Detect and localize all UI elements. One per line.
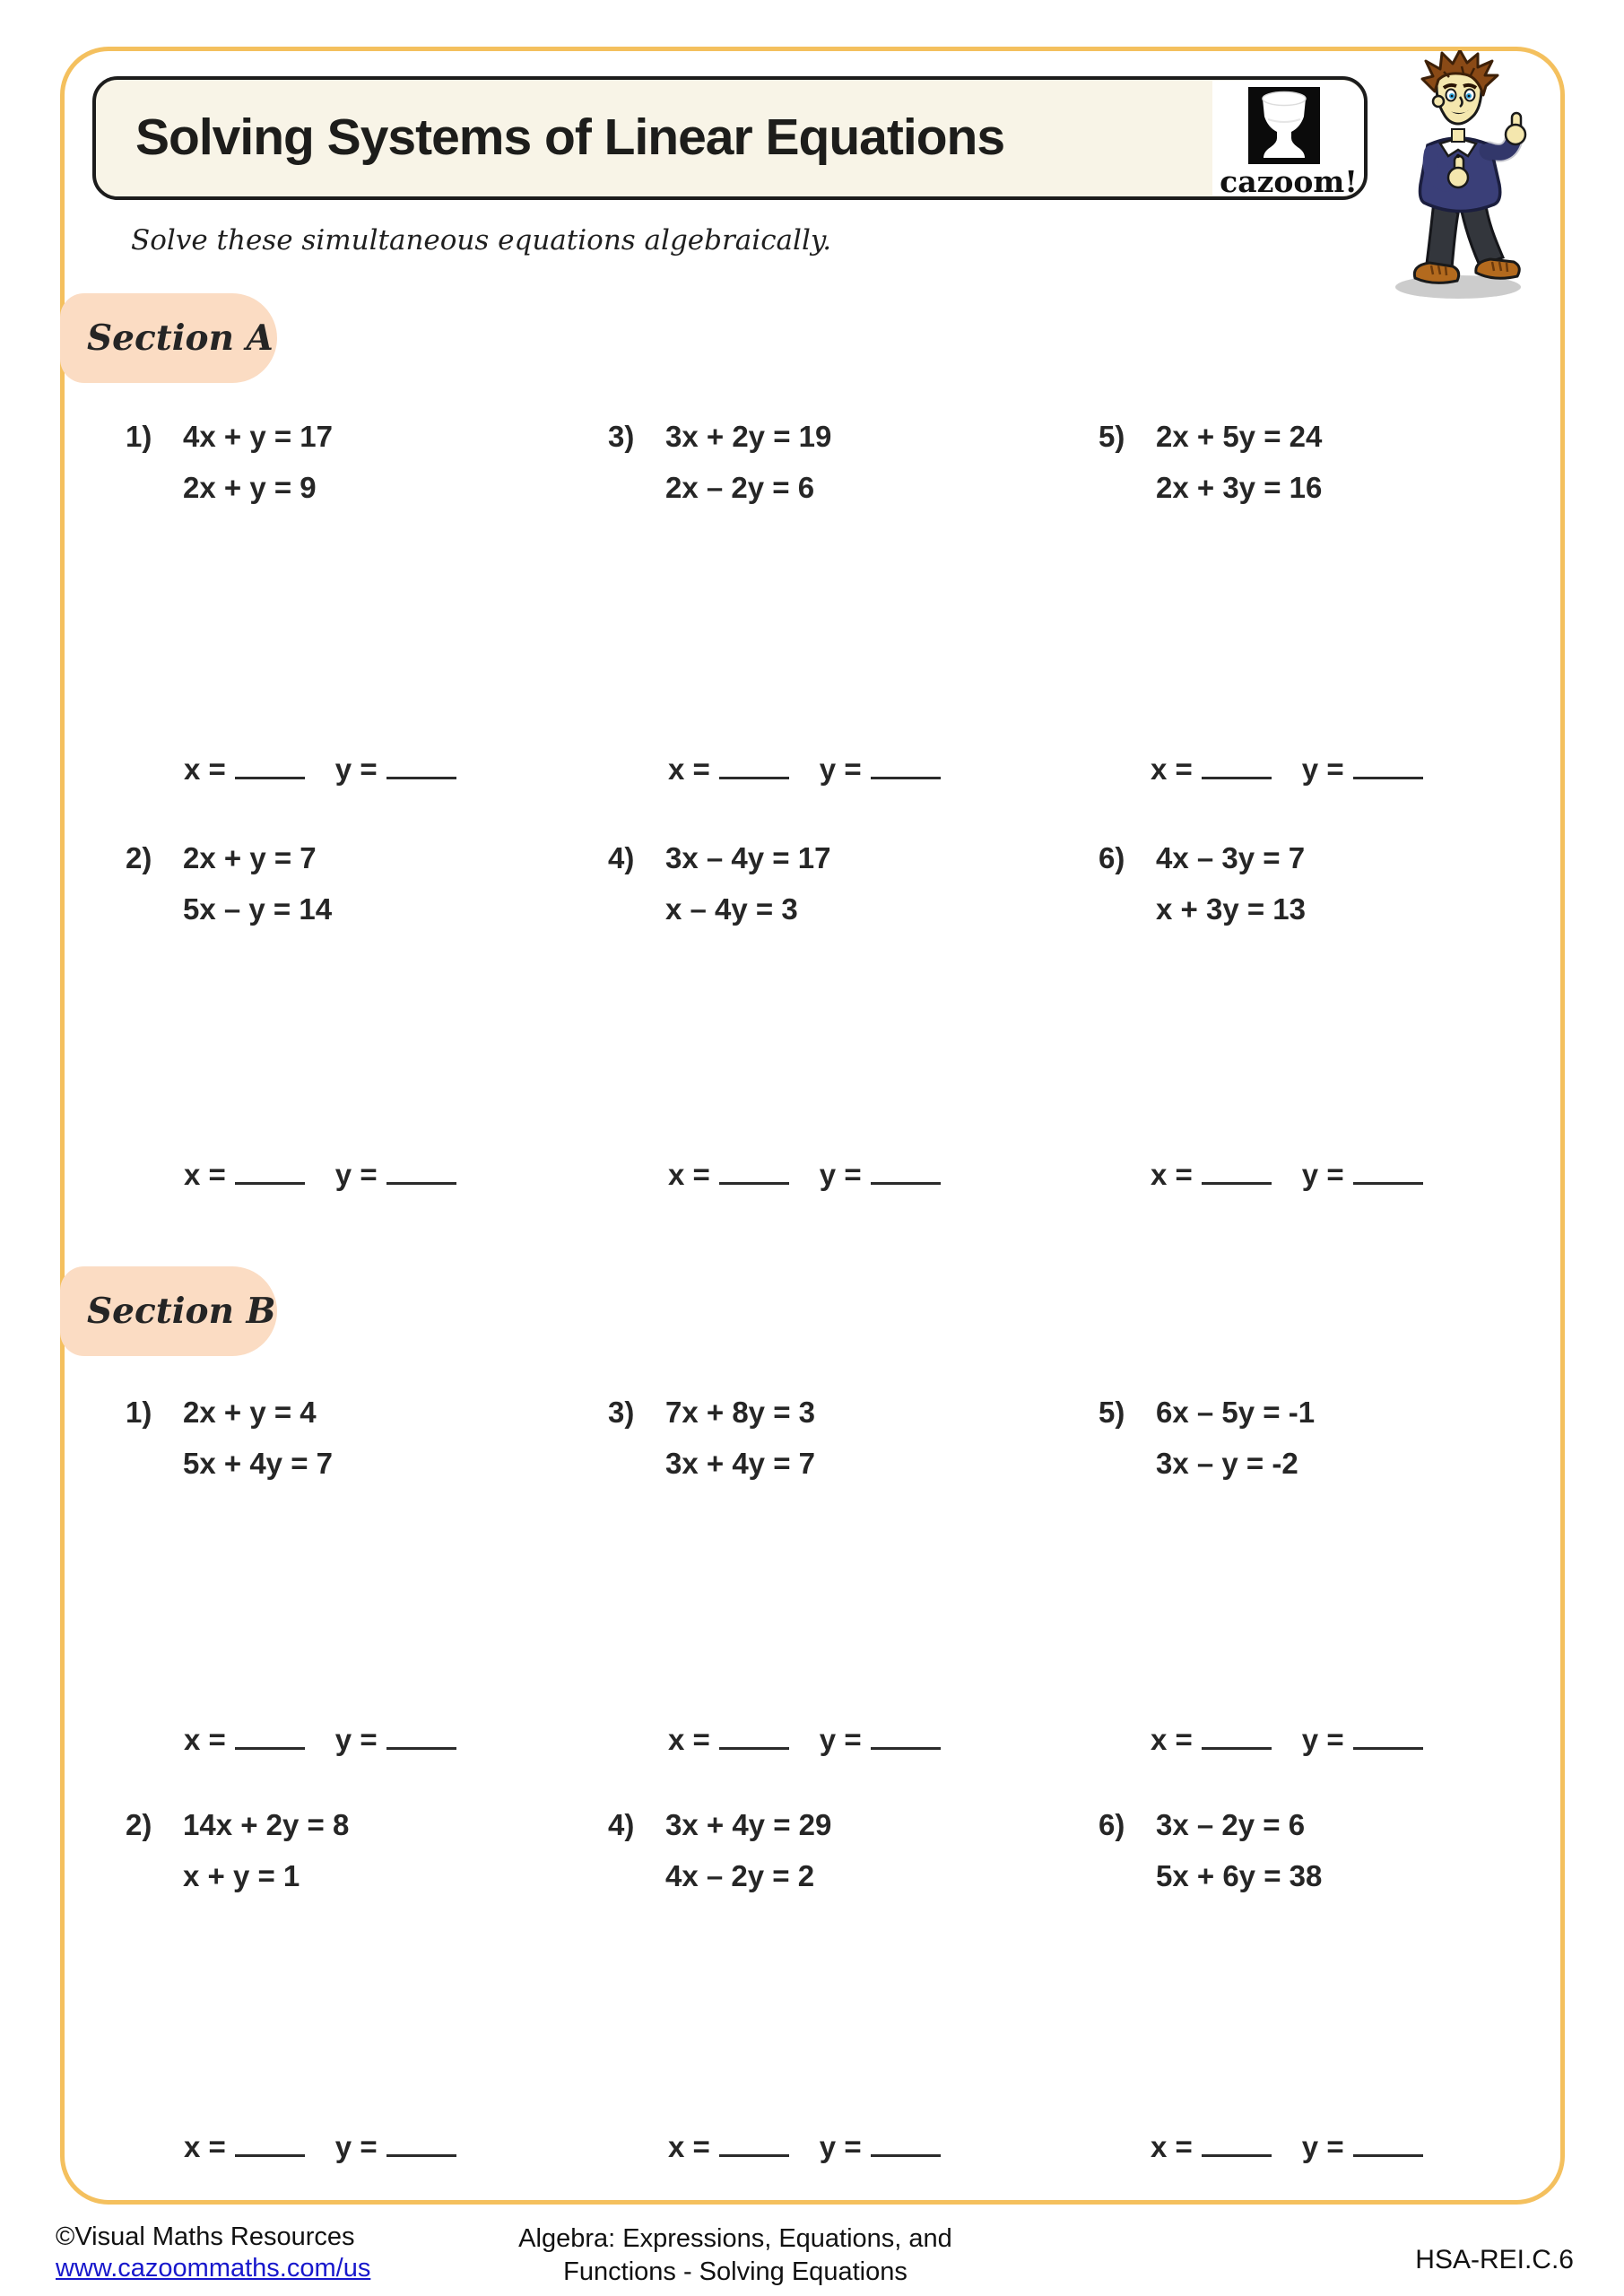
y-label: y = <box>819 2130 862 2163</box>
category-line-1: Algebra: Expressions, Equations, and <box>518 2224 952 2253</box>
y-label: y = <box>819 1723 862 1756</box>
y-blank-line <box>871 746 941 779</box>
x-blank-line <box>1202 1717 1272 1750</box>
section-b-label: Section B <box>60 1266 277 1356</box>
y-blank-line <box>386 2124 456 2157</box>
y-blank-line <box>1353 1717 1423 1750</box>
title-banner <box>92 76 1368 200</box>
equation-line: 3x – 4y = 17 <box>665 841 831 874</box>
problem-b6 <box>1099 1799 1322 1901</box>
answer-blank-group <box>184 746 456 787</box>
y-label: y = <box>819 1158 862 1191</box>
answer-blank-group <box>184 1152 456 1192</box>
equation-line: 2x + 3y = 16 <box>1156 471 1323 504</box>
equation-line: 3x – y = -2 <box>1156 1447 1298 1480</box>
equation-line: 2x – 2y = 6 <box>665 471 815 504</box>
x-blank-line <box>719 2124 789 2157</box>
answer-blank-group <box>668 746 941 787</box>
section-a-label: Section A <box>60 293 277 383</box>
problem-b5 <box>1099 1387 1315 1489</box>
category-line-2: Functions - Solving Equations <box>563 2257 908 2286</box>
x-label: x = <box>668 752 710 786</box>
x-blank-line <box>235 1152 305 1185</box>
problem-number: 2) <box>126 1808 152 1841</box>
y-label: y = <box>334 1158 378 1191</box>
page-title: Solving Systems of Linear Equations <box>135 109 1005 166</box>
problem-number: 5) <box>1099 1396 1125 1429</box>
equation-line: 14x + 2y = 8 <box>183 1808 350 1841</box>
x-label: x = <box>184 1158 226 1191</box>
equation-line: 5x – y = 14 <box>183 892 333 926</box>
cazoom-logo-text: cazoom! <box>1220 164 1358 199</box>
equation-line: x + 3y = 13 <box>1156 892 1306 926</box>
y-label: y = <box>334 752 378 786</box>
answer-blank-group <box>1151 1152 1423 1192</box>
answer-blank-group <box>668 1717 941 1757</box>
x-label: x = <box>184 752 226 786</box>
y-blank-line <box>871 1717 941 1750</box>
y-blank-line <box>871 1152 941 1185</box>
problem-a3 <box>608 411 831 513</box>
website-link[interactable]: www.cazoommaths.com/us <box>56 2254 371 2283</box>
x-label: x = <box>184 2130 226 2163</box>
x-blank-line <box>235 2124 305 2157</box>
x-label: x = <box>668 1158 710 1191</box>
y-label: y = <box>334 1723 378 1756</box>
problem-a2 <box>126 832 332 935</box>
equation-line: 4x – 3y = 7 <box>1156 841 1306 874</box>
y-label: y = <box>1301 2130 1344 2163</box>
x-blank-line <box>1202 2124 1272 2157</box>
y-label: y = <box>1301 1723 1344 1756</box>
equation-line: x + y = 1 <box>183 1859 300 1892</box>
x-blank-line <box>1202 746 1272 779</box>
x-blank-line <box>719 746 789 779</box>
worksheet-instruction: Solve these simultaneous equations algebraically. <box>131 224 832 257</box>
problem-number: 5) <box>1099 420 1125 453</box>
x-blank-line <box>235 1717 305 1750</box>
equation-line: 2x + y = 7 <box>183 841 317 874</box>
x-label: x = <box>1151 752 1193 786</box>
x-label: x = <box>668 1723 710 1756</box>
djembe-drum-icon <box>1248 87 1320 164</box>
equation-line: 3x + 4y = 7 <box>665 1447 815 1480</box>
equation-line: 2x + y = 4 <box>183 1396 317 1429</box>
equation-line: 4x + y = 17 <box>183 420 333 453</box>
y-label: y = <box>334 2130 378 2163</box>
standard-code: HSA-REI.C.6 <box>1415 2245 1574 2274</box>
equation-line: 3x + 2y = 19 <box>665 420 832 453</box>
copyright-text: ©Visual Maths Resources <box>56 2222 355 2251</box>
answer-blank-group <box>184 1717 456 1757</box>
problem-a4 <box>608 832 830 935</box>
x-blank-line <box>235 746 305 779</box>
equation-line: 5x + 6y = 38 <box>1156 1859 1323 1892</box>
x-label: x = <box>1151 1158 1193 1191</box>
mascot-character-illustration <box>1381 50 1535 303</box>
equation-line: 3x – 2y = 6 <box>1156 1808 1306 1841</box>
problem-b4 <box>608 1799 831 1901</box>
problem-a5 <box>1099 411 1322 513</box>
x-blank-line <box>1202 1152 1272 1185</box>
equation-line: 6x – 5y = -1 <box>1156 1396 1316 1429</box>
y-blank-line <box>1353 1152 1423 1185</box>
problem-a6 <box>1099 832 1306 935</box>
problem-number: 6) <box>1099 1808 1125 1841</box>
equation-line: 5x + 4y = 7 <box>183 1447 333 1480</box>
problem-number: 3) <box>608 420 635 453</box>
category-text <box>502 2222 968 2289</box>
equation-line: 2x + y = 9 <box>183 471 317 504</box>
y-blank-line <box>386 746 456 779</box>
problem-b3 <box>608 1387 815 1489</box>
x-blank-line <box>719 1717 789 1750</box>
equation-line: 3x + 4y = 29 <box>665 1808 832 1841</box>
y-label: y = <box>1301 1158 1344 1191</box>
y-blank-line <box>386 1152 456 1185</box>
answer-blank-group <box>1151 746 1423 787</box>
x-label: x = <box>1151 2130 1193 2163</box>
problem-b1 <box>126 1387 333 1489</box>
x-label: x = <box>1151 1723 1193 1756</box>
equation-line: 2x + 5y = 24 <box>1156 420 1323 453</box>
problem-number: 2) <box>126 841 152 874</box>
problem-number: 1) <box>126 1396 152 1429</box>
problem-number: 4) <box>608 841 635 874</box>
x-blank-line <box>719 1152 789 1185</box>
problem-number: 6) <box>1099 841 1125 874</box>
problem-number: 4) <box>608 1808 635 1841</box>
equation-line: 7x + 8y = 3 <box>665 1396 815 1429</box>
problem-number: 1) <box>126 420 152 453</box>
answer-blank-group <box>668 2124 941 2164</box>
y-blank-line <box>871 2124 941 2157</box>
y-label: y = <box>819 752 862 786</box>
problem-number: 3) <box>608 1396 635 1429</box>
y-label: y = <box>1301 752 1344 786</box>
x-label: x = <box>184 1723 226 1756</box>
y-blank-line <box>386 1717 456 1750</box>
answer-blank-group <box>1151 1717 1423 1757</box>
problem-b2 <box>126 1799 349 1901</box>
equation-line: x – 4y = 3 <box>665 892 798 926</box>
answer-blank-group <box>1151 2124 1423 2164</box>
x-label: x = <box>668 2130 710 2163</box>
problem-a1 <box>126 411 333 513</box>
y-blank-line <box>1353 746 1423 779</box>
answer-blank-group <box>668 1152 941 1192</box>
answer-blank-group <box>184 2124 456 2164</box>
equation-line: 4x – 2y = 2 <box>665 1859 815 1892</box>
y-blank-line <box>1353 2124 1423 2157</box>
